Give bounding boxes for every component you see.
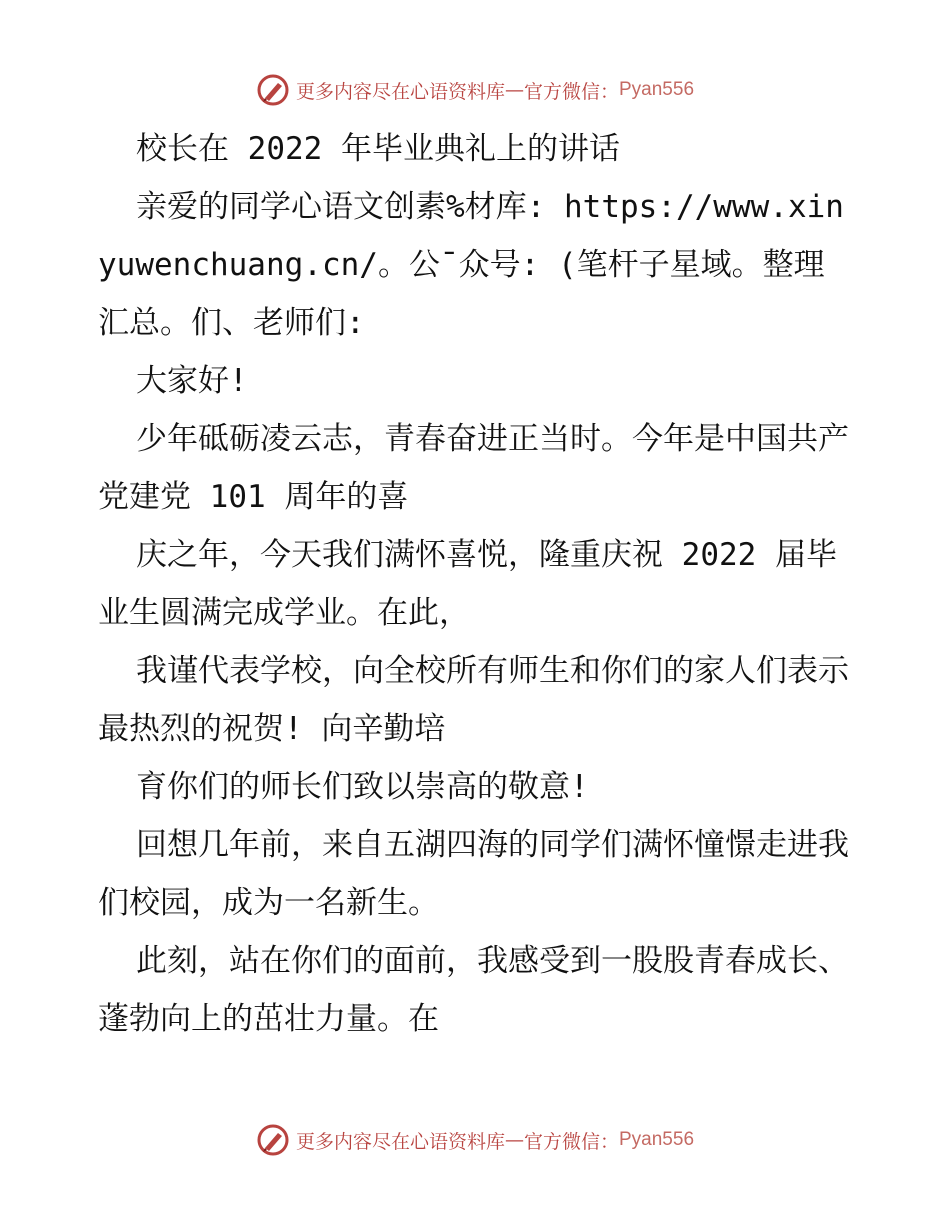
banner-main-text: 更多内容尽在心语资料库: [295, 1130, 505, 1153]
document-title: 校长在 2022 年毕业典礼上的讲话: [136, 131, 620, 167]
paragraph: 少年砥砺凌云志，青春奋进正当时。今年是中国共产党建党 101 周年的喜: [98, 421, 849, 515]
paragraph: 我谨代表学校，向全校所有师生和你们的家人们表示最热烈的祝贺! 向辛勤培: [98, 653, 849, 747]
paragraph: 此刻，站在你们的面前，我感受到一股股青春成长、蓬勃向上的茁壮力量。在: [98, 943, 849, 1037]
paragraph: 育你们的师长们致以崇高的敬意!: [136, 769, 589, 805]
banner-main-text: 更多内容尽在心语资料库: [295, 80, 505, 103]
paragraph: 大家好!: [136, 363, 248, 399]
header-banner: [0, 72, 950, 108]
banner-wechat-label: 官方微信：: [523, 1130, 619, 1153]
paragraph: 回想几年前，来自五湖四海的同学们满怀憧憬走进我们校园，成为一名新生。: [98, 827, 849, 921]
banner-separator: —: [504, 1129, 524, 1151]
banner-wechat-id: Pyan556: [619, 1129, 695, 1150]
pen-logo-icon: [256, 1123, 290, 1157]
document-body: [98, 120, 850, 1048]
banner-separator: —: [504, 79, 524, 101]
banner-wechat-label: 官方微信：: [523, 80, 619, 103]
pen-logo-icon: [256, 73, 290, 107]
banner-wechat-id: Pyan556: [619, 79, 695, 100]
footer-banner: [0, 1122, 950, 1158]
paragraph: 亲爱的同学心语文创素%材库: https://www.xinyuwenchuang.cn/。公¯众号: (笔杆子星域。整理汇总。们、老师们:: [98, 189, 844, 341]
paragraph: 庆之年，今天我们满怀喜悦，隆重庆祝 2022 届毕业生圆满完成学业。在此，: [98, 537, 837, 631]
